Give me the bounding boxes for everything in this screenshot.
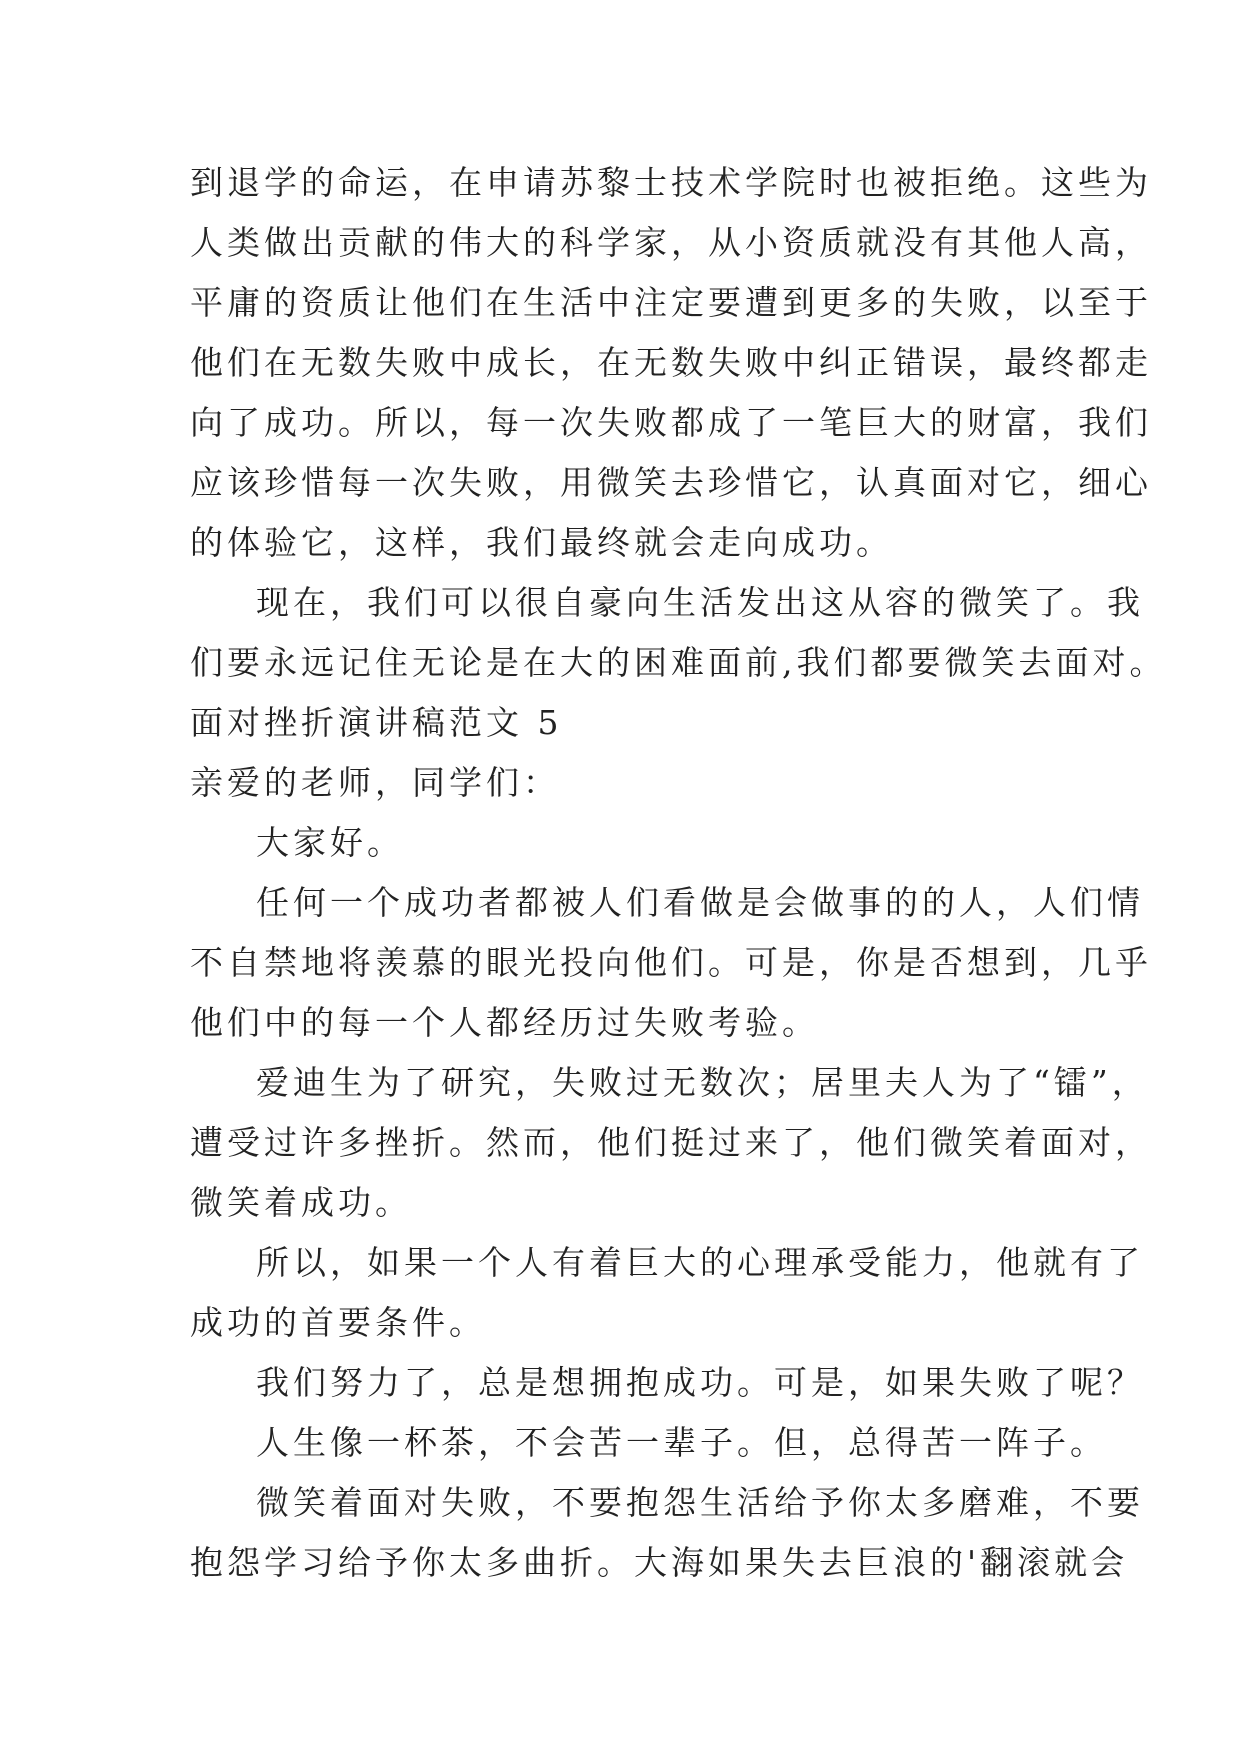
text-line: 的体验它，这样，我们最终就会走向成功。 (190, 523, 893, 562)
text-line: 他们中的每一个人都经历过失败考验。 (190, 1003, 819, 1042)
text-line: 向了成功。所以，每一次失败都成了一笔巨大的财富，我们 (190, 403, 1152, 442)
text-line: 任何一个成功者都被人们看做是会做事的的人，人们情 (256, 883, 1144, 922)
text-line: 不自禁地将羡慕的眼光投向他们。可是，你是否想到，几乎 (190, 943, 1152, 982)
salutation: 亲爱的老师，同学们： (190, 763, 560, 802)
text-line: 微笑着面对失败，不要抱怨生活给予你太多磨难，不要 (256, 1483, 1144, 1522)
text-line: 们要永远记住无论是在大的困难面前,我们都要微笑去面对。 (190, 643, 1167, 682)
text-line: 人类做出贡献的伟大的科学家，从小资质就没有其他人高， (190, 223, 1152, 262)
text-line: 所以，如果一个人有着巨大的心理承受能力，他就有了 (256, 1243, 1144, 1282)
text-line: 人生像一杯茶，不会苦一辈子。但，总得苦一阵子。 (256, 1423, 1107, 1462)
text-line: 爱迪生为了研究，失败过无数次；居里夫人为了“镭”， (256, 1063, 1149, 1102)
text-line: 平庸的资质让他们在生活中注定要遭到更多的失败，以至于 (190, 283, 1152, 322)
text-line: 抱怨学习给予你太多曲折。大海如果失去巨浪的'翻滚就会 (190, 1543, 1129, 1582)
section-heading: 面对挫折演讲稿范文 5 (190, 703, 563, 742)
text-line: 成功的首要条件。 (190, 1303, 486, 1342)
text-line: 现在，我们可以很自豪向生活发出这从容的微笑了。我 (256, 583, 1144, 622)
text-line: 到退学的命运，在申请苏黎士技术学院时也被拒绝。这些为 (190, 163, 1152, 202)
text-line: 遭受过许多挫折。然而，他们挺过来了，他们微笑着面对， (190, 1123, 1152, 1162)
text-line: 他们在无数失败中成长，在无数失败中纠正错误，最终都走 (190, 343, 1152, 382)
text-line: 大家好。 (256, 823, 404, 862)
text-line: 我们努力了，总是想拥抱成功。可是，如果失败了呢？ (256, 1363, 1144, 1402)
text-line: 微笑着成功。 (190, 1183, 412, 1222)
text-line: 应该珍惜每一次失败，用微笑去珍惜它，认真面对它，细心 (190, 463, 1152, 502)
